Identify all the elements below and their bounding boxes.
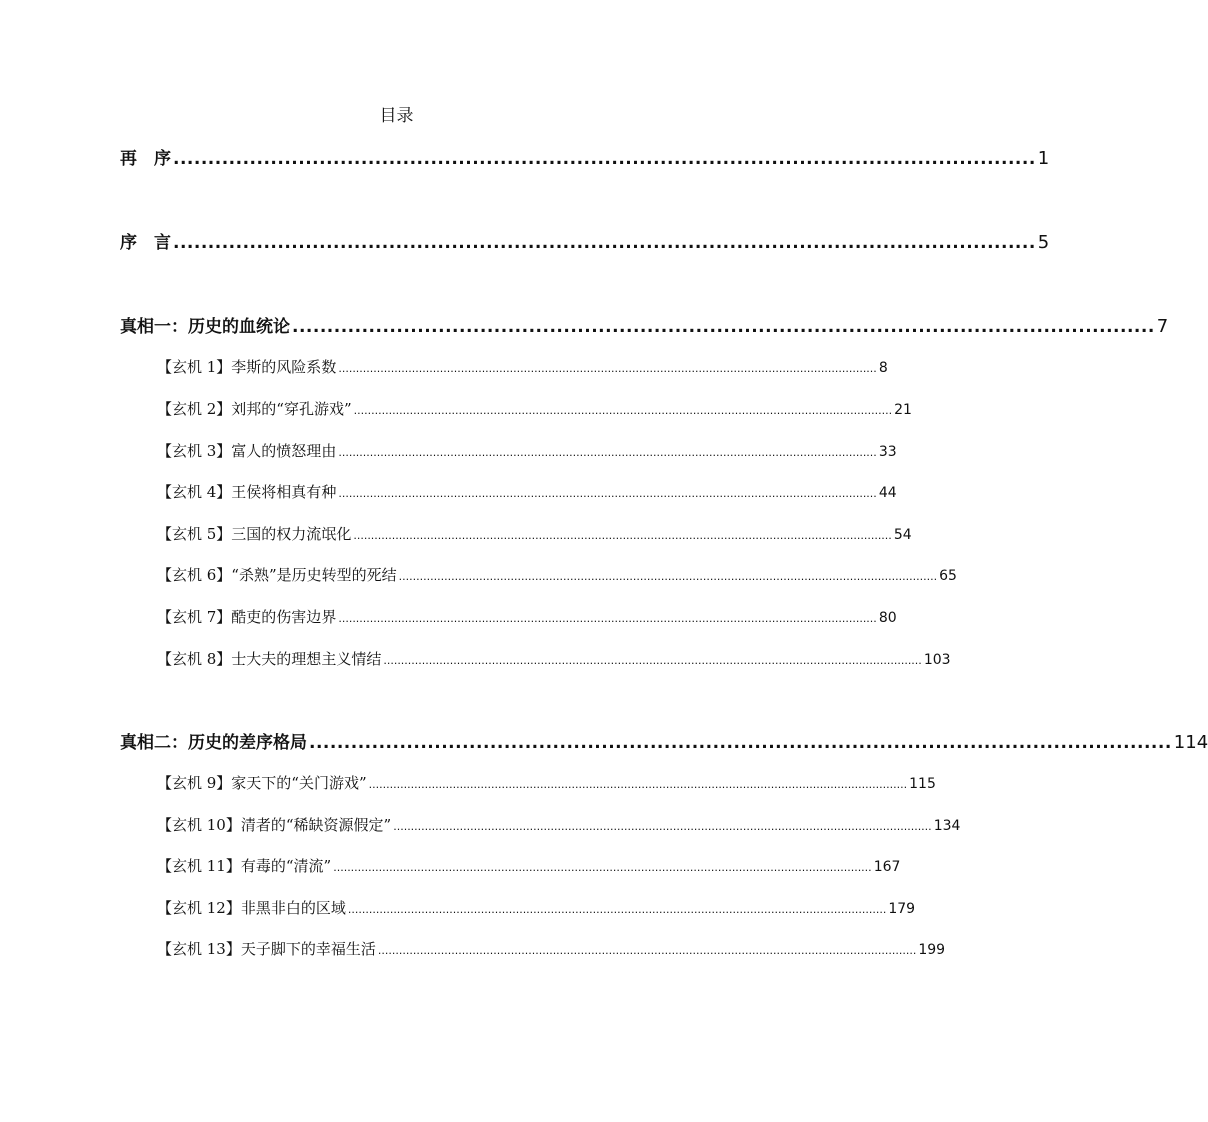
toc-subentry-label: 【玄机 8】士大夫的理想主义情结	[157, 650, 382, 668]
toc-subentry-page: 179	[888, 901, 916, 917]
toc-entry-page: 1	[1037, 148, 1050, 169]
toc-subentry-page: 80	[878, 610, 897, 626]
leader-dots: ..........................................................................................................................................................	[368, 778, 908, 791]
toc-subentry-label: 【玄机 13】天子脚下的幸福生活	[157, 940, 376, 958]
toc-subentry-page: 21	[894, 402, 912, 418]
toc-entry-page: 114	[1173, 732, 1208, 753]
leader-dots: ..........................................................................................................................................................	[398, 570, 938, 583]
toc-subentry[interactable]	[157, 564, 957, 588]
leader-dots: ..........................................................................................................................................................	[383, 654, 922, 667]
toc-subentry-label: 【玄机 2】刘邦的“穿孔游戏”	[157, 400, 352, 418]
toc-subentry[interactable]	[157, 648, 951, 672]
leader-dots: ............................................................................................................................	[173, 233, 1036, 253]
leader-dots: ..........................................................................................................................................................	[353, 404, 893, 417]
toc-subentry[interactable]	[157, 481, 897, 505]
leader-dots: ..........................................................................................................................................................	[353, 529, 892, 542]
leader-dots: ..........................................................................................................................................................	[338, 362, 877, 375]
leader-dots: ..........................................................................................................................................................	[338, 487, 877, 500]
toc-subentry[interactable]	[157, 356, 888, 380]
toc-entry-label: 真相二：历史的差序格局	[120, 733, 307, 753]
toc-subentry[interactable]	[157, 398, 912, 422]
toc-subentry-label: 【玄机 12】非黑非白的区域	[157, 899, 346, 917]
leader-dots: ............................................................................................................................	[173, 149, 1036, 169]
toc-subentry-label: 【玄机 5】三国的权力流氓化	[157, 525, 352, 543]
toc-entry-page: 7	[1156, 316, 1169, 337]
toc-subentry-label: 【玄机 7】酷吏的伤害边界	[157, 608, 337, 626]
leader-dots: ............................................................................................................................	[292, 317, 1155, 337]
toc-entry[interactable]	[120, 231, 1050, 255]
toc-subentry-page: 33	[878, 444, 897, 460]
leader-dots: ..........................................................................................................................................................	[338, 612, 877, 625]
toc-subentry[interactable]	[157, 938, 946, 962]
toc-subentry[interactable]	[157, 772, 936, 796]
toc-subentry-label: 【玄机 3】富人的愤怒理由	[157, 442, 337, 460]
toc-subentry-page: 8	[878, 360, 888, 376]
leader-dots: ..........................................................................................................................................................	[347, 903, 887, 916]
leader-dots: ..........................................................................................................................................................	[338, 446, 877, 459]
toc-subentry-label: 【玄机 9】家天下的“关门游戏”	[157, 774, 367, 792]
leader-dots: ............................................................................................................................	[309, 733, 1172, 753]
leader-dots: ..........................................................................................................................................................	[393, 820, 932, 833]
toc-subentry-page: 103	[923, 652, 951, 668]
toc-subentry-label: 【玄机 1】李斯的风险系数	[157, 358, 337, 376]
toc-subentry-page: 44	[878, 485, 897, 501]
toc-subentry-page: 199	[918, 942, 946, 958]
toc-subentry-page: 167	[873, 859, 901, 875]
toc-entry[interactable]	[120, 147, 1050, 171]
toc-subentry[interactable]	[157, 606, 897, 630]
toc-subentry[interactable]	[157, 897, 916, 921]
toc-entry-label: 再 序	[120, 149, 171, 169]
toc-subentry[interactable]	[157, 523, 912, 547]
page-title: 目录	[379, 106, 414, 126]
toc-subentry-page: 115	[909, 776, 936, 792]
toc-subentry-label: 【玄机 4】王侯将相真有种	[157, 483, 337, 501]
toc-subentry-label: 【玄机 11】有毒的“清流”	[157, 857, 332, 875]
toc-entry[interactable]	[120, 315, 1169, 339]
toc-entry[interactable]	[120, 731, 1208, 755]
toc-subentry-page: 134	[933, 818, 961, 834]
leader-dots: ..........................................................................................................................................................	[377, 944, 917, 957]
toc-subentry[interactable]	[157, 440, 897, 464]
toc-subentry-page: 65	[939, 568, 957, 584]
toc-entry-label: 真相一：历史的血统论	[120, 317, 290, 337]
toc-entry-page: 5	[1037, 232, 1050, 253]
toc-entry-label: 序 言	[120, 233, 171, 253]
toc-subentry-page: 54	[893, 527, 912, 543]
toc-subentry[interactable]	[157, 814, 961, 838]
toc-subentry-label: 【玄机 10】清者的“稀缺资源假定”	[157, 816, 392, 834]
toc-subentry[interactable]	[157, 855, 901, 879]
toc-subentry-label: 【玄机 6】“杀熟”是历史转型的死结	[157, 566, 397, 584]
leader-dots: ..........................................................................................................................................................	[333, 861, 872, 874]
